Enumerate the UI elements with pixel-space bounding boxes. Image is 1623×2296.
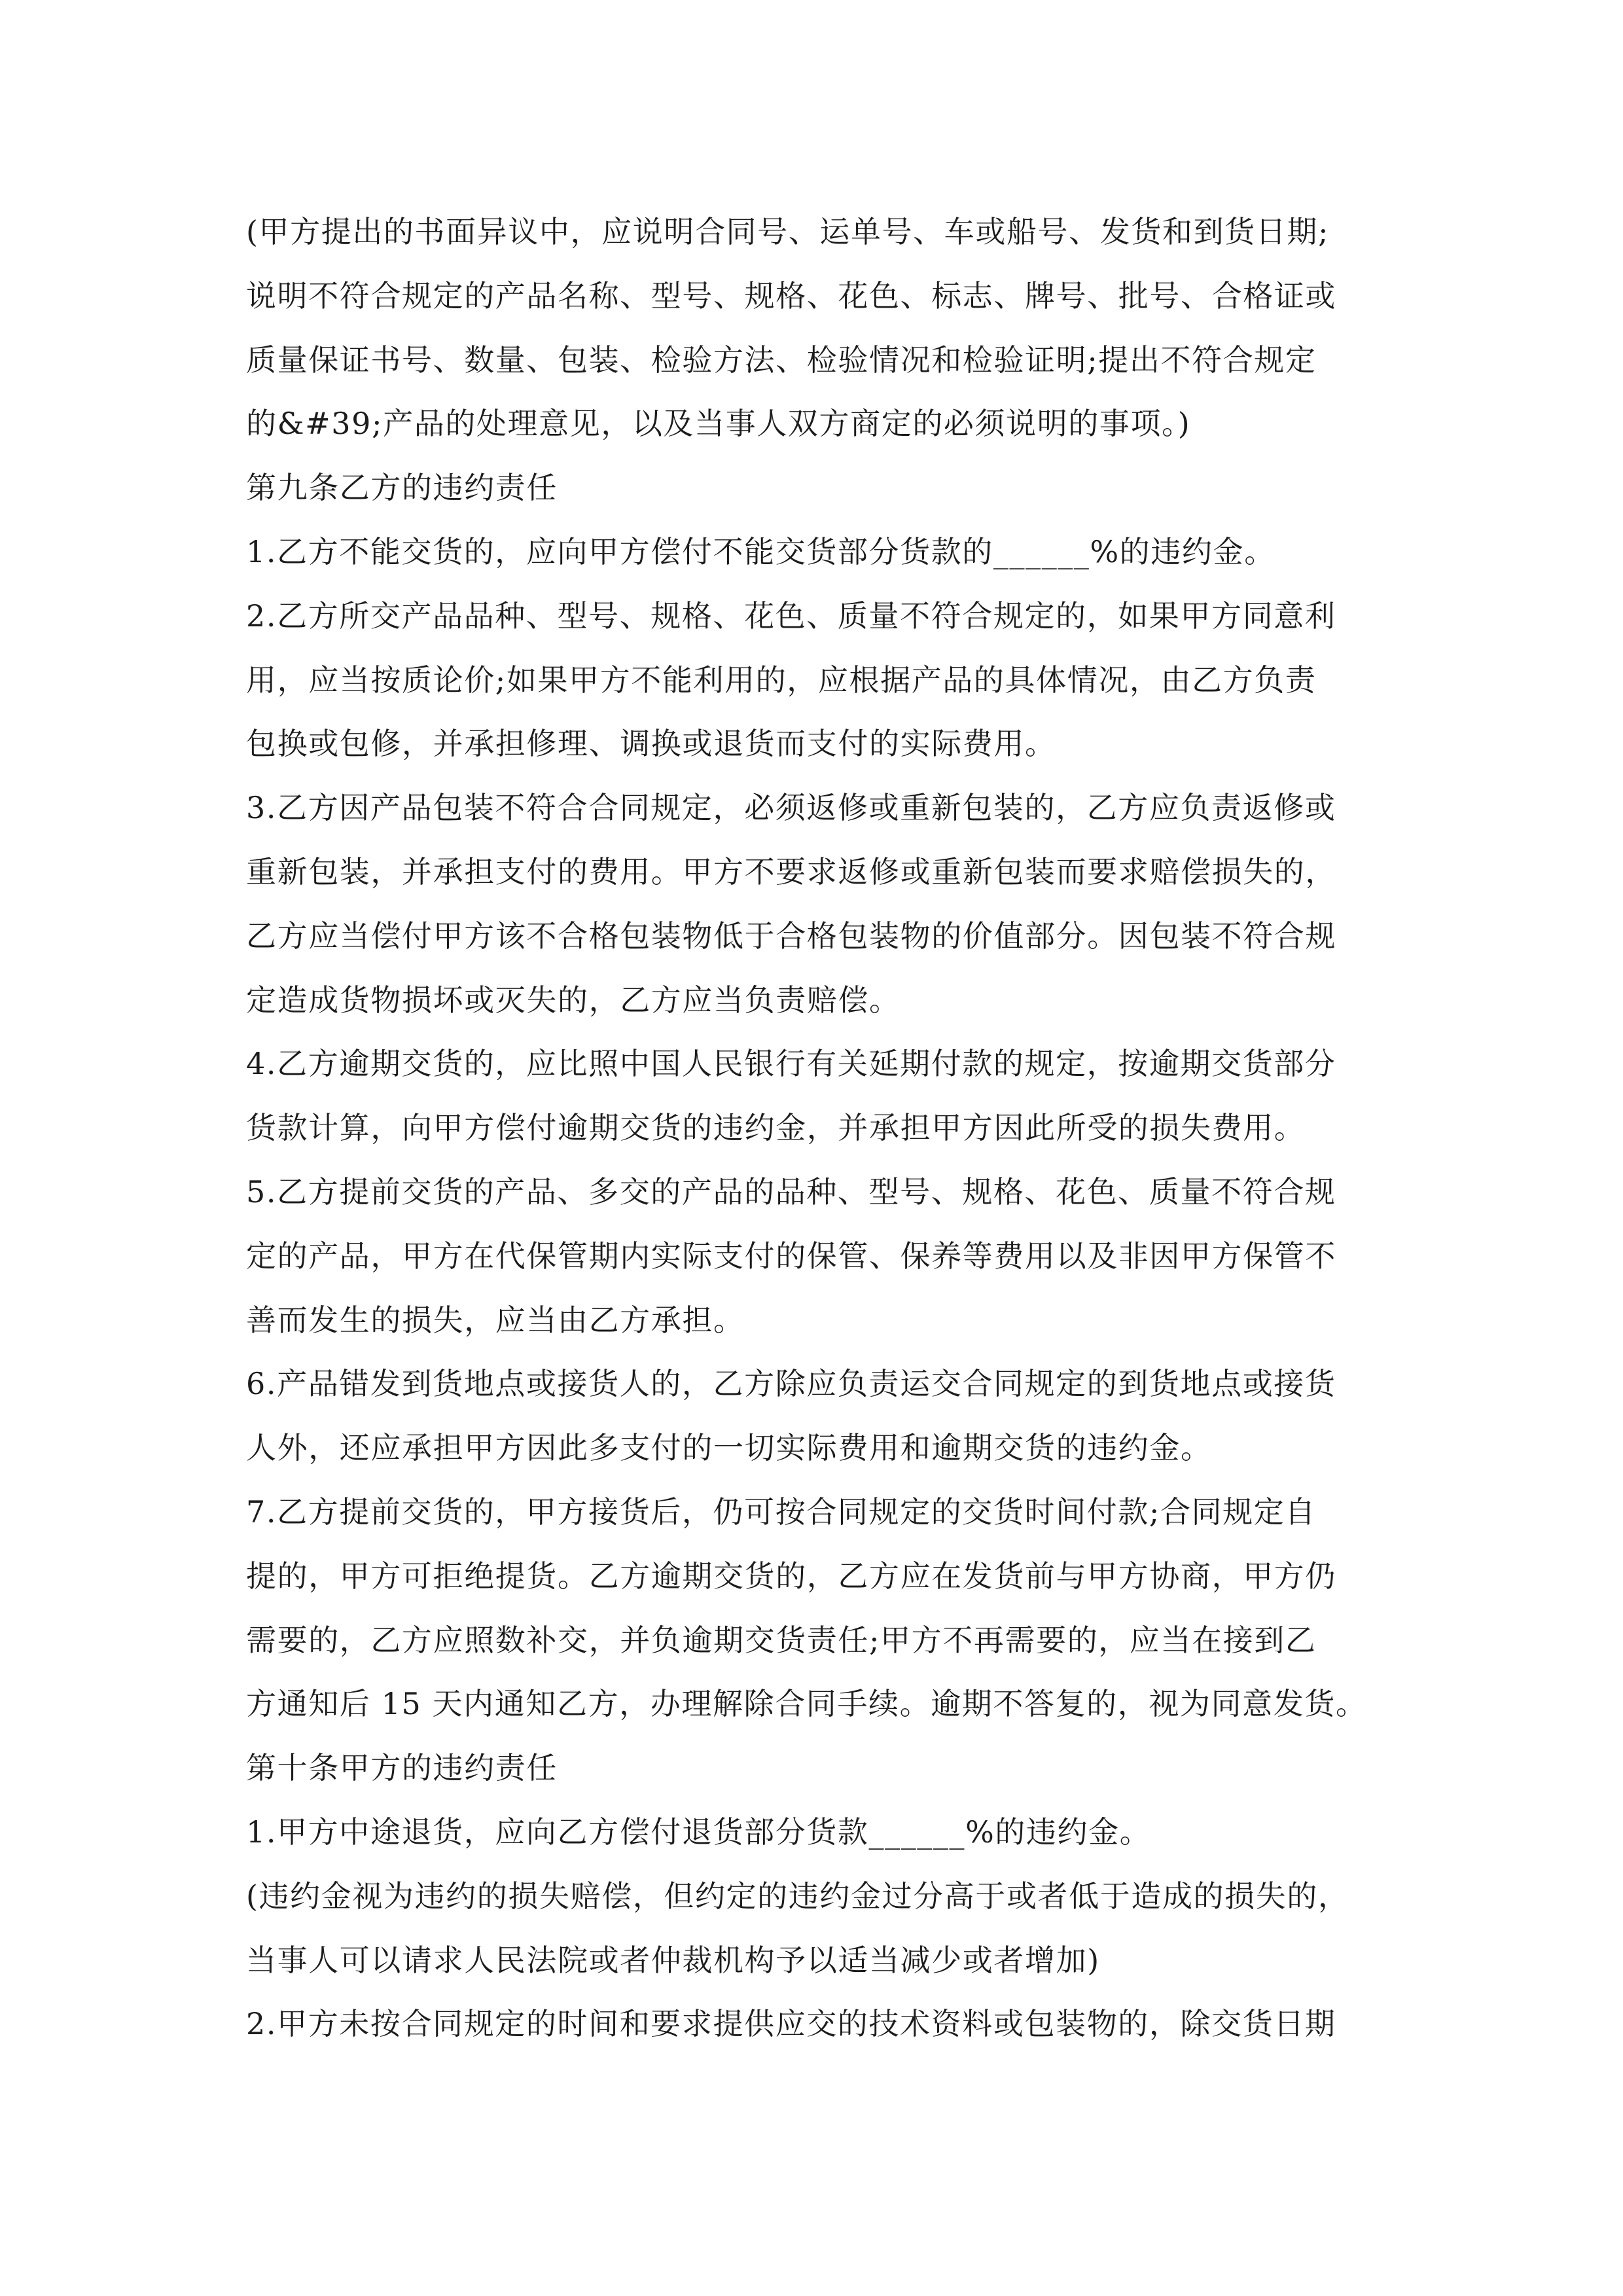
section-heading-article-10: 第十条甲方的违约责任: [246, 1750, 558, 1786]
text-line: 定造成货物损坏或灭失的，乙方应当负责赔偿。: [246, 982, 901, 1018]
text-line: 4.乙方逾期交货的，应比照中国人民银行有关延期付款的规定，按逾期交货部分: [246, 1046, 1336, 1082]
text-line: 的&#39;产品的处理意见，以及当事人双方商定的必须说明的事项。): [246, 406, 1191, 442]
text-line: 重新包装，并承担支付的费用。甲方不要求返修或重新包装而要求赔偿损失的，: [246, 853, 1336, 889]
text-line: (甲方提出的书面异议中，应说明合同号、运单号、车或船号、发货和到货日期;: [246, 214, 1330, 249]
text-line: 包换或包修，并承担修理、调换或退货而支付的实际费用。: [246, 726, 1056, 762]
document-body: [246, 200, 1385, 2056]
text-line: 6.产品错发到货地点或接货人的，乙方除应负责运交合同规定的到货地点或接货: [246, 1366, 1336, 1402]
text-line: 2.乙方所交产品品种、型号、规格、花色、质量不符合规定的，如果甲方同意利: [246, 598, 1336, 634]
text-line: (违约金视为违约的损失赔偿，但约定的违约金过分高于或者低于造成的损失的，: [246, 1878, 1349, 1914]
text-line: 提的，甲方可拒绝提货。乙方逾期交货的，乙方应在发货前与甲方协商，甲方仍: [246, 1558, 1336, 1594]
text-line: 5.乙方提前交货的产品、多交的产品的品种、型号、规格、花色、质量不符合规: [246, 1174, 1336, 1210]
text-line: 需要的，乙方应照数补交，并负逾期交货责任;甲方不再需要的，应当在接到乙: [246, 1622, 1317, 1658]
text-line: 货款计算，向甲方偿付逾期交货的违约金，并承担甲方因此所受的损失费用。: [246, 1110, 1306, 1146]
text-line: 7.乙方提前交货的，甲方接货后，仍可按合同规定的交货时间付款;合同规定自: [246, 1494, 1316, 1530]
text-line: 2.甲方未按合同规定的时间和要求提供应交的技术资料或包装物的，除交货日期: [246, 2006, 1336, 2042]
text-line: 质量保证书号、数量、包装、检验方法、检验情况和检验证明;提出不符合规定: [246, 342, 1317, 378]
text-line: 1.甲方中途退货，应向乙方偿付退货部分货款______%的违约金。: [246, 1814, 1151, 1850]
text-line: 人外，还应承担甲方因此多支付的一切实际费用和逾期交货的违约金。: [246, 1430, 1212, 1466]
section-heading-article-9: 第九条乙方的违约责任: [246, 470, 558, 506]
text-line: 1.乙方不能交货的，应向甲方偿付不能交货部分货款的______%的违约金。: [246, 533, 1275, 569]
text-line: 乙方应当偿付甲方该不合格包装物低于合格包装物的价值部分。因包装不符合规: [246, 918, 1336, 954]
text-line: 当事人可以请求人民法院或者仲裁机构予以适当减少或者增加): [246, 1942, 1100, 1978]
text-line: 说明不符合规定的产品名称、型号、规格、花色、标志、牌号、批号、合格证或: [246, 278, 1336, 314]
text-line: 3.乙方因产品包装不符合合同规定，必须返修或重新包装的，乙方应负责返修或: [246, 790, 1336, 826]
text-line: 善而发生的损失，应当由乙方承担。: [246, 1302, 745, 1338]
text-line: 用，应当按质论价;如果甲方不能利用的，应根据产品的具体情况，由乙方负责: [246, 662, 1317, 698]
text-line: 方通知后 15 天内通知乙方，办理解除合同手续。逾期不答复的，视为同意发货。: [246, 1686, 1367, 1722]
text-line: 定的产品，甲方在代保管期内实际支付的保管、保养等费用以及非因甲方保管不: [246, 1238, 1336, 1274]
